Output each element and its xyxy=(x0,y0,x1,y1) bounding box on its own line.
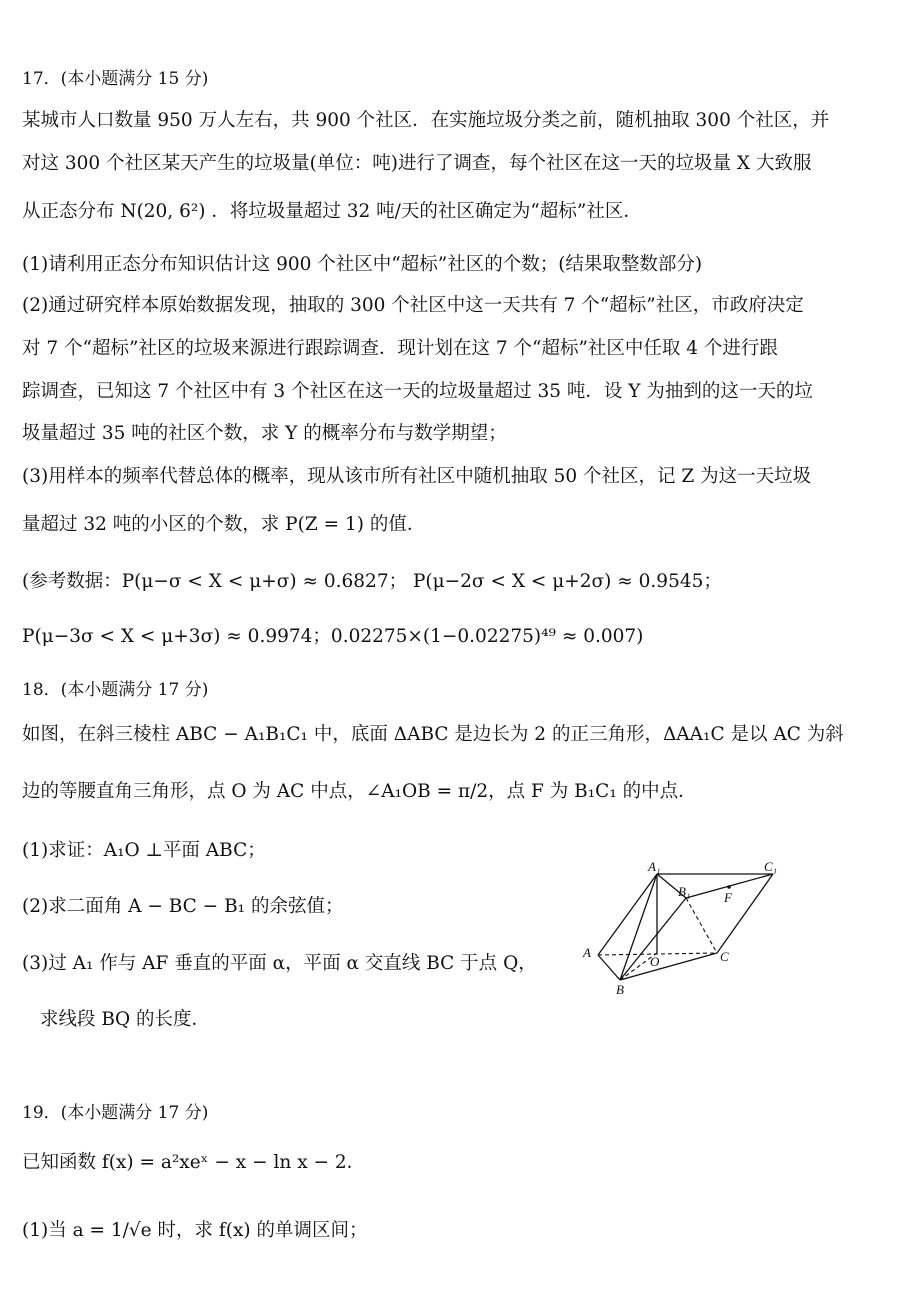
label-b1: B₁ xyxy=(678,884,691,899)
q19-header: 19．(本小题满分 17 分) xyxy=(22,1103,209,1123)
label-a1: A₁ xyxy=(648,859,661,874)
prism-figure xyxy=(578,858,790,998)
label-o: O xyxy=(650,954,660,969)
edge-a-b xyxy=(598,955,620,980)
q17-reference-data-1: (参考数据：P(μ−σ < X < μ+σ) ≈ 0.6827； P(μ−2σ < X < μ+2σ) ≈ 0.9545； xyxy=(22,571,722,592)
q19-line-1: 已知函数 f(x) = a²xeˣ − x − ln x − 2． xyxy=(22,1152,366,1173)
q17-part-3-line-2: 量超过 32 吨的小区的个数，求 P(Z = 1) 的值． xyxy=(22,514,426,535)
q17-part-2-line-2: 对 7 个“超标”社区的垃圾来源进行跟踪调查．现计划在这 7 个“超标”社区中任取 4 个进行跟 xyxy=(22,338,778,359)
q18-line-2: 边的等腰直角三角形，点 O 为 AC 中点，∠A₁OB = π/2，点 F 为 B₁C₁ 的中点． xyxy=(22,781,697,802)
q17-part-2-line-3: 踪调查，已知这 7 个社区中有 3 个社区在这一天的垃圾量超过 35 吨．设 Y 为抽到的这一天的垃 xyxy=(22,381,813,402)
label-b: B xyxy=(616,982,624,997)
q18-part-3-line-2: 求线段 BQ 的长度． xyxy=(40,1009,211,1030)
q17-line-3: 从正态分布 N(20, 6²) ．将垃圾量超过 32 吨/天的社区确定为“超标”社区． xyxy=(22,201,642,222)
point-f xyxy=(727,885,731,889)
edge-c1-c xyxy=(717,874,773,953)
edge-a-a1 xyxy=(598,874,657,955)
q18-header: 18．(本小题满分 17 分) xyxy=(22,680,209,700)
q17-header: 17．(本小题满分 15 分) xyxy=(22,69,209,89)
q18-line-1: 如图，在斜三棱柱 ABC − A₁B₁C₁ 中，底面 ΔABC 是边长为 2 的正三角形，ΔAA₁C 是以 AC 为斜 xyxy=(22,724,844,745)
hidden-segment-b1-c xyxy=(686,898,717,953)
label-f: F xyxy=(724,890,732,905)
q17-part-3-line-1: (3)用样本的频率代替总体的概率，现从该市所有社区中随机抽取 50 个社区，记 Z 为这一天垃圾 xyxy=(22,466,812,487)
edge-b-c xyxy=(620,953,717,980)
q19-part-1: (1)当 a = 1/√e 时，求 f(x) 的单调区间； xyxy=(22,1220,368,1241)
q18-part-2: (2)求二面角 A − BC − B₁ 的余弦值； xyxy=(22,896,344,917)
q18-part-1: (1)求证：A₁O ⊥平面 ABC； xyxy=(22,840,266,861)
q17-part-1: (1)请利用正态分布知识估计这 900 个社区中“超标”社区的个数；(结果取整数部分) xyxy=(22,254,703,275)
q18-part-3-line-1: (3)过 A₁ 作与 AF 垂直的平面 α，平面 α 交直线 BC 于点 Q， xyxy=(22,953,537,974)
q17-reference-data-2: P(μ−3σ < X < μ+3σ) ≈ 0.9974；0.02275×(1−0.02275)⁴⁹ ≈ 0.007) xyxy=(22,626,644,647)
label-c: C xyxy=(720,949,729,964)
q17-line-2: 对这 300 个社区某天产生的垃圾量(单位：吨)进行了调查，每个社区在这一天的垃圾量 X 大致服 xyxy=(22,153,812,174)
q17-part-2-line-4: 圾量超过 35 吨的社区个数，求 Y 的概率分布与数学期望； xyxy=(22,423,507,444)
q17-part-2-line-1: (2)通过研究样本原始数据发现，抽取的 300 个社区中这一天共有 7 个“超标”社区，市政府决定 xyxy=(22,295,804,316)
q17-line-1: 某城市人口数量 950 万人左右，共 900 个社区．在实施垃圾分类之前，随机抽取 300 个社区，并 xyxy=(22,110,830,131)
label-a: A xyxy=(583,945,591,960)
label-c1: C₁ xyxy=(764,859,778,874)
